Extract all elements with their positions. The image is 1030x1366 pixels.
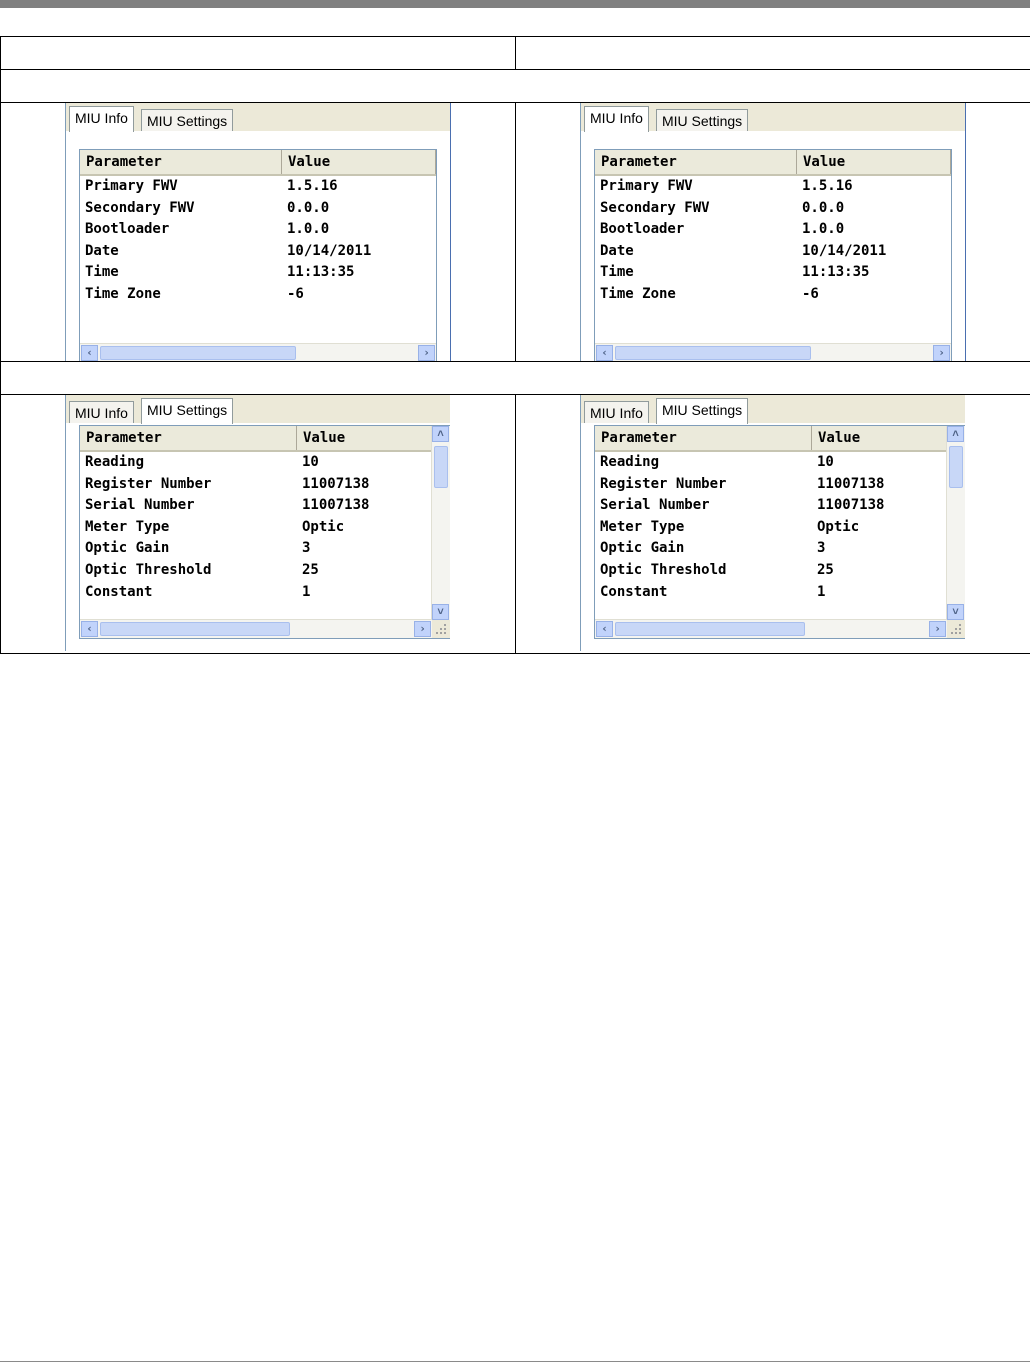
info-screens-row [1,103,1030,362]
scroll-down-icon[interactable]: ˅ [432,604,449,620]
tab-bar [581,103,965,132]
scroll-up-icon[interactable]: ˄ [432,426,449,442]
scroll-left-icon[interactable]: ‹ [596,345,613,361]
parameter-value: 11007138 [302,497,370,514]
parameter-value: 0.0.0 [287,199,330,216]
parameter-name: Register Number [85,475,212,492]
info-screen-cell-right [516,103,1030,362]
scroll-right-icon[interactable]: › [933,345,950,361]
list-rows [595,176,951,306]
parameter-name: Bootloader [600,221,685,238]
list-rows [595,452,965,603]
list-row[interactable] [80,582,450,604]
list-row[interactable] [595,262,951,284]
parameter-value: 1.5.16 [287,178,338,194]
parameter-name: Optic Gain [600,540,685,557]
settings-screen-cell-right [516,395,1030,654]
scroll-right-icon[interactable]: › [418,345,435,361]
parameter-name: Optic Gain [85,540,170,557]
parameter-name: Constant [600,583,668,600]
column-header-parameter[interactable]: Parameter [595,426,812,450]
tab-bar [66,103,450,132]
resize-grip-icon[interactable] [432,620,450,638]
vertical-scroll-thumb[interactable] [949,446,963,488]
settings-screen-cell-left [1,395,516,654]
scroll-down-icon[interactable]: ˅ [947,604,964,620]
list-row[interactable] [595,241,951,263]
resize-grip-icon[interactable] [947,620,965,638]
info-screen-cell-left [1,103,516,362]
parameter-name: Date [600,242,634,259]
list-row[interactable] [80,538,450,560]
parameter-name: Secondary FWV [600,199,710,216]
list-rows [80,452,450,603]
list-row[interactable] [80,176,436,198]
list-row[interactable] [80,262,436,284]
parameter-name: Meter Type [600,518,685,535]
settings-window [580,395,965,651]
scroll-up-icon[interactable]: ˄ [947,426,964,442]
list-row[interactable] [80,198,436,220]
tab-bar [66,395,450,424]
parameter-value: 3 [302,540,311,557]
parameter-value: Optic [817,518,860,535]
screenshot-comparison-table [0,36,1030,654]
page-bottom-rule [0,1361,1030,1362]
list-row[interactable] [595,495,965,517]
parameter-name: Reading [600,454,660,470]
scroll-right-icon[interactable]: › [414,621,431,637]
parameter-name: Register Number [600,475,727,492]
parameter-value: -6 [802,285,819,302]
list-row[interactable] [80,517,450,539]
parameter-value: 1 [817,583,826,600]
settings-window [65,395,450,651]
column-header-parameter[interactable]: Parameter [80,426,297,450]
parameter-name: Time Zone [600,285,676,302]
tab-miu-info[interactable]: MIU Info [584,106,649,132]
list-rows [80,176,436,306]
parameter-name: Time [85,264,119,281]
vertical-scrollbar[interactable] [946,426,965,620]
parameter-name: Optic Threshold [85,561,212,578]
parameter-list [79,149,437,361]
parameter-value: 10/14/2011 [287,242,372,259]
list-row[interactable] [595,582,965,604]
tab-miu-settings[interactable]: MIU Settings [141,109,233,132]
list-header [595,150,951,176]
settings-screens-row [1,395,1030,654]
tab-miu-settings[interactable]: MIU Settings [656,398,748,424]
list-row[interactable] [595,538,965,560]
list-header [595,426,947,452]
scroll-left-icon[interactable]: ‹ [81,345,98,361]
section2-row [1,362,1030,395]
parameter-value: -6 [287,285,304,302]
parameter-name: Serial Number [600,497,710,514]
parameter-value: 10/14/2011 [802,242,887,259]
tab-content [581,131,965,361]
column-header-value[interactable]: Value [812,426,947,450]
list-row[interactable] [595,517,965,539]
horizontal-scrollbar[interactable] [80,343,436,361]
list-header [80,426,432,452]
parameter-name: Bootloader [85,221,170,238]
horizontal-scroll-thumb[interactable] [615,622,805,636]
list-row[interactable] [595,176,951,198]
parameter-list [594,149,952,361]
parameter-list [594,425,965,639]
parameter-name: Meter Type [85,518,170,535]
horizontal-scroll-thumb[interactable] [615,346,811,360]
list-row[interactable] [595,284,951,306]
parameter-value: 25 [302,561,319,578]
vertical-scrollbar[interactable] [431,426,450,620]
parameter-value: 11:13:35 [287,264,355,281]
tab-content [66,423,450,651]
info-window [580,103,966,361]
scroll-left-icon[interactable]: ‹ [81,621,98,637]
parameter-value: 10 [302,454,319,470]
column-header-value[interactable]: Value [797,150,951,174]
tab-content [581,423,965,651]
list-row[interactable] [595,452,965,474]
parameter-name: Serial Number [85,497,195,514]
header-cell-left [1,37,516,70]
parameter-value: 11:13:35 [802,264,870,281]
parameter-list [79,425,450,639]
tab-bar [581,395,965,424]
page-top-band [0,0,1030,8]
scroll-left-icon[interactable]: ‹ [596,621,613,637]
column-header-value[interactable]: Value [297,426,432,450]
scroll-right-icon[interactable]: › [929,621,946,637]
parameter-value: 0.0.0 [802,199,845,216]
section1-label [1,70,1030,103]
column-header-parameter[interactable]: Parameter [595,150,797,174]
list-row[interactable] [80,495,450,517]
parameter-name: Optic Threshold [600,561,727,578]
parameter-value: 1.0.0 [287,221,330,238]
list-row[interactable] [80,474,450,496]
parameter-name: Constant [85,583,153,600]
list-header [80,150,436,176]
parameter-name: Reading [85,454,145,470]
list-row[interactable] [80,219,436,241]
tab-miu-info[interactable]: MIU Info [69,401,134,424]
table-header-row [1,37,1030,70]
list-row[interactable] [80,241,436,263]
parameter-name: Secondary FWV [85,199,195,216]
column-header-value[interactable]: Value [282,150,436,174]
list-row[interactable] [595,219,951,241]
parameter-value: 1.0.0 [802,221,845,238]
parameter-name: Time [600,264,634,281]
parameter-value: Optic [302,518,345,535]
section1-row [1,70,1030,103]
tab-miu-info[interactable]: MIU Info [69,106,134,132]
parameter-name: Primary FWV [600,178,693,194]
tab-miu-settings[interactable]: MIU Settings [656,109,748,132]
parameter-name: Primary FWV [85,178,178,194]
horizontal-scroll-thumb[interactable] [100,622,290,636]
parameter-value: 1.5.16 [802,178,853,194]
list-row[interactable] [595,198,951,220]
parameter-value: 25 [817,561,834,578]
horizontal-scrollbar[interactable] [80,619,432,638]
tab-miu-info[interactable]: MIU Info [584,401,649,424]
tab-content [66,131,450,361]
list-row[interactable] [80,284,436,306]
vertical-scroll-thumb[interactable] [434,446,448,488]
info-window [65,103,451,361]
list-row[interactable] [595,560,965,582]
header-cell-right [516,37,1030,70]
parameter-value: 10 [817,454,834,470]
parameter-name: Date [85,242,119,259]
list-row[interactable] [595,474,965,496]
section2-label [1,362,1030,395]
parameter-value: 11007138 [817,475,885,492]
column-header-parameter[interactable]: Parameter [80,150,282,174]
parameter-value: 11007138 [302,475,370,492]
parameter-name: Time Zone [85,285,161,302]
list-row[interactable] [80,452,450,474]
parameter-value: 1 [302,583,311,600]
tab-miu-settings[interactable]: MIU Settings [141,398,233,424]
parameter-value: 11007138 [817,497,885,514]
list-row[interactable] [80,560,450,582]
parameter-value: 3 [817,540,826,557]
horizontal-scrollbar[interactable] [595,343,951,361]
horizontal-scrollbar[interactable] [595,619,947,638]
horizontal-scroll-thumb[interactable] [100,346,296,360]
